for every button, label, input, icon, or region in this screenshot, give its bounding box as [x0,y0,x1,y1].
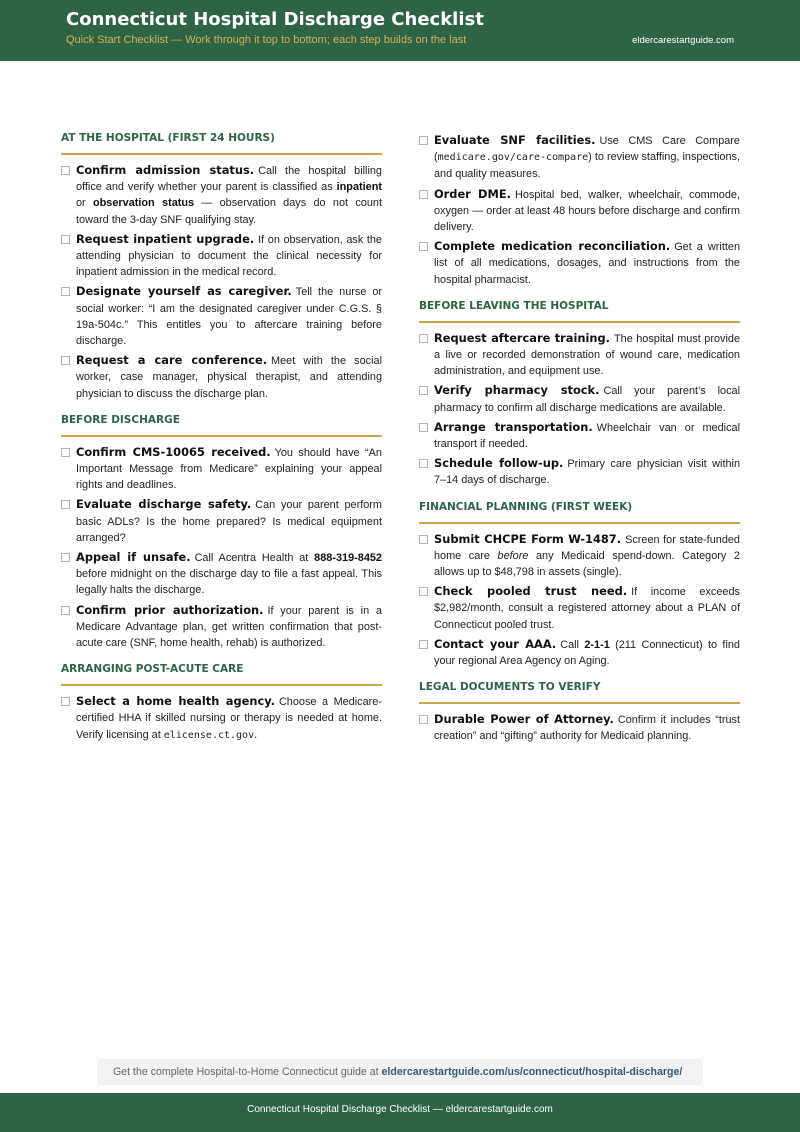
item-lead: Verify pharmacy stock. [434,383,600,398]
item-text: Screen for state-funded home care [434,533,740,562]
checklist-item [61,231,382,281]
checklist-item [61,602,382,652]
section-title: LEGAL DOCUMENTS TO VERIFY [419,681,740,704]
item-text: If income exceeds $2,982/month, consult a registered attorney about a PLAN of Connecticut pooled trust. [434,586,740,631]
checklist-item [61,444,382,494]
url-code: elicense.ct.gov [163,729,255,741]
checkbox[interactable] [419,587,428,596]
checklist-item [419,711,740,744]
checklist-item [61,162,382,228]
item-text: Call the hospital billing office and verify whether your parent is classified as [76,165,382,194]
item-text: or [76,197,93,210]
checklist-item [61,352,382,402]
item-text: Call your parent’s local pharmacy to confirm all discharge medications are available. [434,385,740,414]
item-text: — observation days do not count toward the 3-day SNF qualifying stay. [76,197,382,226]
item-lead: Request aftercare training. [434,330,610,345]
checkbox[interactable] [419,423,428,432]
item-text: Tell the nurse or social worker: “I am the designated caregiver under C.G.S. § 19a-504c.” This entitles you to aftercare training before discharge. [76,286,383,348]
checkbox[interactable] [61,448,70,457]
checkbox[interactable] [61,697,70,706]
checkbox[interactable] [419,459,428,468]
page-footer [0,1093,800,1132]
page-title: Connecticut Hospital Discharge Checklist [66,9,484,30]
section-title: AT THE HOSPITAL (FIRST 24 HOURS) [61,132,382,155]
checkbox[interactable] [419,535,428,544]
item-text: If your parent is in a Medicare Advantage plan, get written confirmation that post-acute care (SNF, home health, rehab) is authorized. [76,604,382,650]
item-bold-text: inpatient [336,181,382,194]
item-lead: Confirm CMS-10065 received. [76,444,271,459]
checkbox[interactable] [61,235,70,244]
section-financial-planning [419,501,740,670]
checkbox[interactable] [419,715,428,724]
left-column [61,132,382,756]
checklist-item [61,549,382,599]
item-lead: Durable Power of Attorney. [434,712,614,727]
page-subtitle: Quick Start Checklist — Work through it top to bottom; each step builds on the last [66,34,467,46]
checkbox[interactable] [419,136,428,145]
item-text: If on observation, ask the attending physician to document the clinical necessity for inpatient admission in the medical record. [76,233,382,279]
item-lead: Complete medication reconciliation. [434,239,671,254]
item-lead: Select a home health agency. [76,694,275,709]
item-lead: Confirm admission status. [76,163,255,177]
item-text: Wheelchair van or medical transport if needed. [434,421,740,451]
checklist-item [61,283,382,349]
item-lead: Confirm prior authorization. [76,602,264,617]
item-lead: Request a care conference. [76,353,268,368]
item-lead: Submit CHCPE Form W-1487. [434,531,622,546]
item-text: Call [560,638,585,651]
section-post-acute-care-continued [419,132,740,288]
phone-number: 888-319-8452 [314,552,382,565]
item-lead: Designate yourself as caregiver. [76,284,292,299]
checklist-item [419,330,740,380]
item-text: ) to review staffing, inspections, and quality measures. [434,151,740,181]
checklist-item [419,419,740,452]
item-lead: Appeal if unsafe. [76,550,191,565]
section-title: BEFORE LEAVING THE HOSPITAL [419,300,740,323]
item-text: You should have “An Important Message from Medicare” explaining your appeal rights and deadlines. [76,446,382,492]
section-title: BEFORE DISCHARGE [61,414,382,437]
item-text: Use CMS Care Compare ( [434,135,740,164]
item-text: The hospital must provide a live or recorded demonstration of wound care, medication administration, and equipment use. [434,332,740,378]
checklist-item [419,382,740,415]
item-italic-text: before [497,549,529,562]
item-lead: Schedule follow-up. [434,456,564,471]
section-title: FINANCIAL PLANNING (FIRST WEEK) [419,501,740,524]
callout-text: Get the complete Hospital-to-Home Connecticut guide at [113,1066,382,1078]
checkbox[interactable] [61,356,70,365]
section-legal-documents [419,681,740,744]
item-lead: Request inpatient upgrade. [76,231,255,246]
checkbox[interactable] [61,287,70,296]
item-lead: Evaluate SNF facilities. [434,133,596,147]
item-lead: Arrange transportation. [434,419,593,434]
checkbox[interactable] [61,553,70,562]
section-title: ARRANGING POST-ACUTE CARE [61,663,382,686]
checkbox[interactable] [419,386,428,395]
url-code: medicare.gov/care-compare [437,152,589,164]
checkbox[interactable] [61,166,70,175]
checklist-item [419,636,740,669]
checklist-item [419,238,740,288]
guide-link[interactable]: eldercarestartguide.com/us/connecticut/hospital-discharge/ [381,1066,683,1078]
item-text: Primary care physician visit within 7–14 days of discharge. [434,458,741,487]
item-text: Choose a Medicare-certified HHA if skilled nursing or therapy is needed at home. Verify licensing at [76,696,382,741]
item-text: (211 Connecticut) to find your regional Area Agency on Aging. [434,638,740,668]
footer-text: Connecticut Hospital Discharge Checklist — eldercarestartguide.com [247,1104,553,1115]
item-text: any Medicaid spend-down. Category 2 allows up to $48,798 in assets (single). [434,549,740,579]
checkbox[interactable] [419,190,428,199]
page-header [0,0,800,61]
item-text: Can your parent perform basic ADLs? Is the home prepared? Is medical equipment arranged? [76,499,382,544]
checklist-item [419,186,740,236]
checklist-item [419,455,740,488]
right-column [419,132,740,757]
item-lead: Evaluate discharge safety. [76,497,252,512]
header-site-link[interactable]: eldercarestartguide.com [632,35,734,46]
checkbox[interactable] [419,640,428,649]
item-text: Call Acentra Health at [194,552,315,565]
item-text: Meet with the social worker, case manager, physical therapist, and attending physician to discuss the discharge plan. [76,355,382,400]
checkbox[interactable] [61,606,70,615]
guide-callout [97,1059,703,1085]
section-at-the-hospital [61,132,382,402]
item-text: . [254,728,258,741]
item-lead: Check pooled trust need. [434,584,628,599]
item-text: Confirm it includes “trust creation” and “gifting” authority for Medicaid planning. [434,714,740,743]
checkbox[interactable] [61,500,70,509]
checklist-item [61,496,382,546]
item-text: before midnight on the discharge day to file a fast appeal. This legally halts the discharge. [76,568,382,597]
phone-number: 2-1-1 [584,638,610,651]
section-before-discharge [61,414,382,651]
item-text: Hospital bed, walker, wheelchair, commode, oxygen — order at least 48 hours before discharge and confirm delivery. [434,188,740,234]
checklist-item [419,531,740,581]
item-text: Get a written list of all medications, dosages, and instructions from the hospital pharmacist. [434,241,740,286]
checklist-item [419,132,740,183]
item-lead: Order DME. [434,186,511,201]
checklist-item [61,693,382,744]
item-lead: Contact your AAA. [434,636,557,651]
checklist-item [419,583,740,633]
section-post-acute-care [61,663,382,744]
item-bold-text: observation status [92,197,195,210]
section-before-leaving [419,300,740,489]
checkbox[interactable] [419,334,428,343]
checkbox[interactable] [419,242,428,251]
